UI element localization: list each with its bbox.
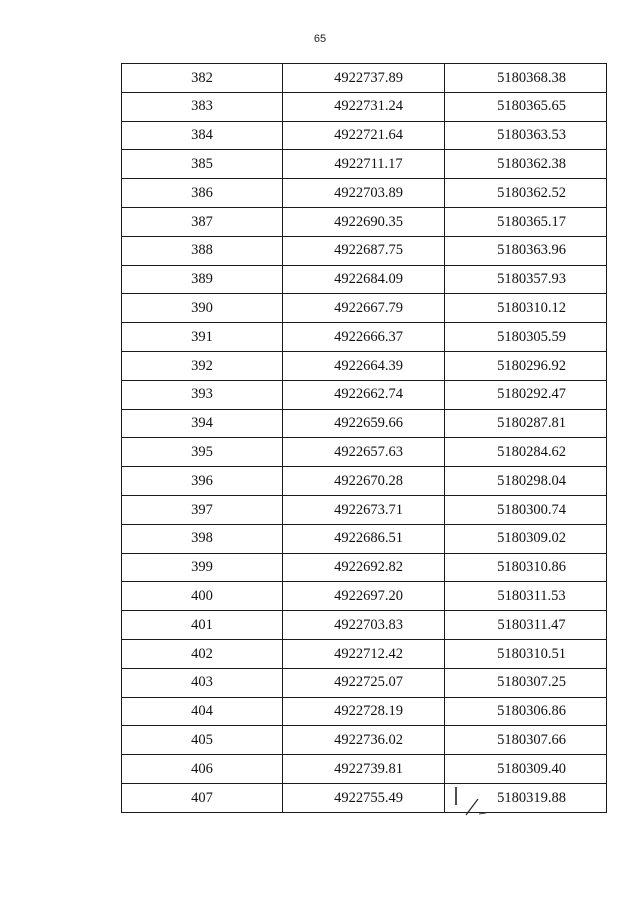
point-number-cell: 390	[122, 294, 283, 323]
point-number-cell: 392	[122, 351, 283, 380]
y-coordinate-cell: 5180363.53	[445, 121, 607, 150]
point-number-cell: 400	[122, 582, 283, 611]
point-number-cell: 394	[122, 409, 283, 438]
y-coordinate-cell: 5180310.86	[445, 553, 607, 582]
y-coordinate-cell: 5180298.04	[445, 467, 607, 496]
table-row	[122, 236, 607, 265]
table-row	[122, 668, 607, 697]
point-number-cell: 402	[122, 639, 283, 668]
point-number-cell: 395	[122, 438, 283, 467]
table-row	[122, 582, 607, 611]
point-number-cell: 391	[122, 323, 283, 352]
x-coordinate-cell: 4922737.89	[283, 64, 445, 93]
y-coordinate-cell: 5180309.02	[445, 524, 607, 553]
y-coordinate-cell: 5180310.51	[445, 639, 607, 668]
point-number-cell: 405	[122, 726, 283, 755]
point-number-cell: 397	[122, 495, 283, 524]
table-row	[122, 92, 607, 121]
table-row	[122, 150, 607, 179]
x-coordinate-cell: 4922703.83	[283, 611, 445, 640]
y-coordinate-cell: 5180309.40	[445, 755, 607, 784]
x-coordinate-cell: 4922670.28	[283, 467, 445, 496]
x-coordinate-cell: 4922667.79	[283, 294, 445, 323]
x-coordinate-cell: 4922664.39	[283, 351, 445, 380]
point-number-cell: 406	[122, 755, 283, 784]
y-coordinate-cell: 5180311.47	[445, 611, 607, 640]
x-coordinate-cell: 4922712.42	[283, 639, 445, 668]
point-number-cell: 393	[122, 380, 283, 409]
point-number-cell: 403	[122, 668, 283, 697]
table-row	[122, 207, 607, 236]
y-coordinate-cell: 5180307.66	[445, 726, 607, 755]
y-coordinate-cell: 5180368.38	[445, 64, 607, 93]
y-coordinate-cell: 5180296.92	[445, 351, 607, 380]
x-coordinate-cell: 4922736.02	[283, 726, 445, 755]
y-coordinate-cell: 5180284.62	[445, 438, 607, 467]
point-number-cell: 401	[122, 611, 283, 640]
x-coordinate-cell: 4922659.66	[283, 409, 445, 438]
point-number-cell: 404	[122, 697, 283, 726]
coordinates-table-body	[122, 64, 607, 813]
y-coordinate-cell: 5180362.52	[445, 179, 607, 208]
y-coordinate-cell: 5180357.93	[445, 265, 607, 294]
x-coordinate-cell: 4922731.24	[283, 92, 445, 121]
y-coordinate-cell: 5180300.74	[445, 495, 607, 524]
pen-stroke-dash	[479, 813, 486, 814]
y-coordinate-cell: 5180319.88	[445, 783, 607, 812]
y-coordinate-cell: 5180311.53	[445, 582, 607, 611]
x-coordinate-cell: 4922721.64	[283, 121, 445, 150]
x-coordinate-cell: 4922692.82	[283, 553, 445, 582]
table-row	[122, 524, 607, 553]
x-coordinate-cell: 4922703.89	[283, 179, 445, 208]
x-coordinate-cell: 4922728.19	[283, 697, 445, 726]
table-row	[122, 323, 607, 352]
table-row	[122, 380, 607, 409]
table-row	[122, 265, 607, 294]
point-number-cell: 383	[122, 92, 283, 121]
table-row	[122, 553, 607, 582]
x-coordinate-cell: 4922687.75	[283, 236, 445, 265]
point-number-cell: 399	[122, 553, 283, 582]
table-row	[122, 351, 607, 380]
table-row	[122, 409, 607, 438]
table-row	[122, 495, 607, 524]
y-coordinate-cell: 5180362.38	[445, 150, 607, 179]
point-number-cell: 398	[122, 524, 283, 553]
table-row	[122, 783, 607, 812]
x-coordinate-cell: 4922690.35	[283, 207, 445, 236]
y-coordinate-cell: 5180310.12	[445, 294, 607, 323]
table-row	[122, 179, 607, 208]
y-coordinate-cell: 5180365.65	[445, 92, 607, 121]
point-number-cell: 385	[122, 150, 283, 179]
point-number-cell: 384	[122, 121, 283, 150]
table-row	[122, 467, 607, 496]
x-coordinate-cell: 4922755.49	[283, 783, 445, 812]
y-coordinate-cell: 5180307.25	[445, 668, 607, 697]
x-coordinate-cell: 4922684.09	[283, 265, 445, 294]
x-coordinate-cell: 4922666.37	[283, 323, 445, 352]
x-coordinate-cell: 4922739.81	[283, 755, 445, 784]
y-coordinate-cell: 5180306.86	[445, 697, 607, 726]
point-number-cell: 396	[122, 467, 283, 496]
point-number-cell: 388	[122, 236, 283, 265]
y-coordinate-cell: 5180292.47	[445, 380, 607, 409]
y-coordinate-cell: 5180287.81	[445, 409, 607, 438]
x-coordinate-cell: 4922673.71	[283, 495, 445, 524]
coordinates-table	[121, 63, 607, 813]
point-number-cell: 386	[122, 179, 283, 208]
x-coordinate-cell: 4922657.63	[283, 438, 445, 467]
point-number-cell: 387	[122, 207, 283, 236]
table-row	[122, 726, 607, 755]
point-number-cell: 382	[122, 64, 283, 93]
x-coordinate-cell: 4922697.20	[283, 582, 445, 611]
page-number: 65	[313, 33, 327, 45]
point-number-cell: 389	[122, 265, 283, 294]
table-row	[122, 294, 607, 323]
x-coordinate-cell: 4922686.51	[283, 524, 445, 553]
table-row	[122, 438, 607, 467]
y-coordinate-cell: 5180305.59	[445, 323, 607, 352]
table-row	[122, 64, 607, 93]
point-number-cell: 407	[122, 783, 283, 812]
table-row	[122, 697, 607, 726]
y-coordinate-cell: 5180365.17	[445, 207, 607, 236]
table-row	[122, 639, 607, 668]
y-coordinate-cell: 5180363.96	[445, 236, 607, 265]
x-coordinate-cell: 4922711.17	[283, 150, 445, 179]
x-coordinate-cell: 4922662.74	[283, 380, 445, 409]
x-coordinate-cell: 4922725.07	[283, 668, 445, 697]
table-row	[122, 611, 607, 640]
table-row	[122, 121, 607, 150]
table-row	[122, 755, 607, 784]
